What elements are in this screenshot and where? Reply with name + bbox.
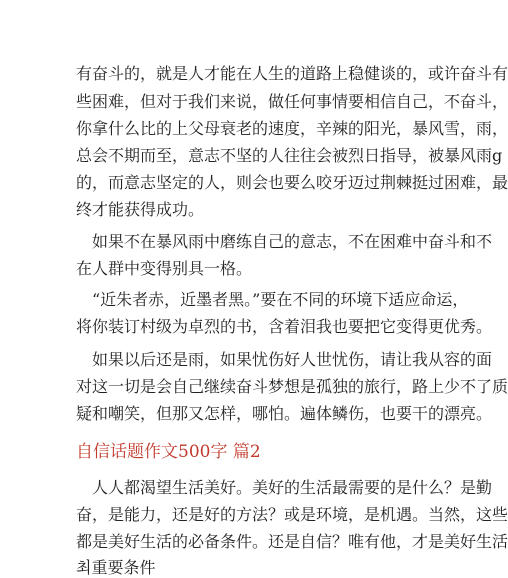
paragraph-3-line-2: 将你装订村级为卓烈的书，含着泪我也要把它变得更优秀。 [76,317,493,336]
paragraph-1-line-5: 的，而意志坚定的人，则会也要么咬牙迈过荆棘挺过困难，最 [76,173,508,192]
paragraph-1-line-2: 些困难，但对于我们来说，做任何事情要相信自己，不奋斗， [76,92,508,111]
paragraph-1-line-3: 你拿什么比的上父母衰老的速度，辛辣的阳光，暴风雪，雨， [76,119,508,138]
section-heading: 自信话题作文500字 篇2 [76,442,261,462]
paragraph-1-line-1: 有奋斗的，就是人才能在人生的道路上稳健谈的，或许奋斗有 [76,64,508,83]
paragraph-3-line-1: “近朱者赤，近墨者黑。”要在不同的环境下适应命运， [76,290,469,309]
paragraph-2-line-2: 在人群中变得别具一格。 [76,259,253,278]
paragraph-5-line-4: 최重要条件 [76,558,156,577]
paragraph-4-line-3: 疑和嘲笑，但那又怎样，哪怕。遍体鳞伤，也要干的漂亮。 [76,404,493,423]
paragraph-1-line-6: 终才能获得成功。 [76,200,205,219]
paragraph-4-line-2: 对这一切是会自己继续奋斗梦想是孤独的旅行，路上少不了质 [76,377,508,396]
paragraph-5-line-3: 都是美好生活的必备条件。还是自信？唯有他，才是美好生活 [76,532,508,551]
paragraph-2-line-1: 如果不在暴风雨中磨练自己的意志，不在困难中奋斗和不 [76,232,493,251]
paragraph-4-line-1: 如果以后还是雨，如果忧伤好人世忧伤，请让我从容的面 [76,350,493,369]
paragraph-1-line-4: 总会不期而至，意志不坚的人往往会被烈日指导，被暴风雨g [76,146,503,165]
paragraph-5-line-1: 人人都渴望生活美好。美好的生活最需要的是什么？是勤 [76,478,493,497]
paragraph-5-line-2: 奋，是能力，还是好的方法？或是环境，是机遇。当然，这些 [76,505,508,524]
